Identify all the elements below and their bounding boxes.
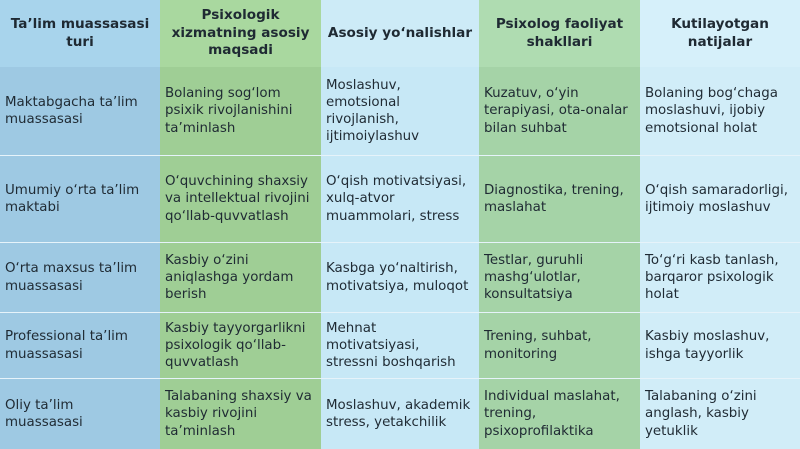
table-cell: Maktabgacha ta’lim muassasasi (0, 67, 160, 156)
table-cell: Bolaning bog‘chaga moslashuvi, ijobiy emotsional holat (640, 67, 800, 156)
table-cell: O‘qish motivatsiyasi, xulq-atvor muammolari, stress (321, 156, 479, 243)
header-activity-forms: Psixolog faoliyat shakllari (479, 0, 640, 67)
table-cell: Kasbga yo‘naltirish, motivatsiya, muloqot (321, 243, 479, 313)
header-main-goal: Psixologik xizmatning asosiy maqsadi (160, 0, 321, 67)
table-cell: Talabaning shaxsiy va kasbiy rivojini ta’minlash (160, 379, 321, 449)
table-cell: Bolaning sog‘lom psixik rivojlanishini ta’minlash (160, 67, 321, 156)
header-institution-type: Ta’lim muassasasi turi (0, 0, 160, 67)
header-expected-results: Kutilayotgan natijalar (640, 0, 800, 67)
table-cell: O‘qish samaradorligi, ijtimoiy moslashuv (640, 156, 800, 243)
table-cell: O‘rta maxsus ta’lim muassasasi (0, 243, 160, 313)
table-cell: To‘g‘ri kasb tanlash, barqaror psixologik holat (640, 243, 800, 313)
table-cell: Testlar, guruhli mashg‘ulotlar, konsultatsiya (479, 243, 640, 313)
table-cell: Oliy ta’lim muassasasi (0, 379, 160, 449)
table-cell: Professional ta’lim muassasasi (0, 313, 160, 379)
table-cell: Umumiy o‘rta ta’lim maktabi (0, 156, 160, 243)
table-cell: Mehnat motivatsiyasi, stressni boshqarish (321, 313, 479, 379)
table-cell: Kasbiy moslashuv, ishga tayyorlik (640, 313, 800, 379)
table-cell: Kasbiy o‘zini aniqlashga yordam berish (160, 243, 321, 313)
table-cell: Diagnostika, trening, maslahat (479, 156, 640, 243)
table-cell: Moslashuv, akademik stress, yetakchilik (321, 379, 479, 449)
table-cell: Talabaning o‘zini anglash, kasbiy yetuklik (640, 379, 800, 449)
table-cell: Kuzatuv, o‘yin terapiyasi, ota-onalar bilan suhbat (479, 67, 640, 156)
table-cell: Trening, suhbat, monitoring (479, 313, 640, 379)
table-cell: O‘quvchining shaxsiy va intellektual rivojini qo‘llab-quvvatlash (160, 156, 321, 243)
table-cell: Moslashuv, emotsional rivojlanish, ijtimoiylashuv (321, 67, 479, 156)
header-main-directions: Asosiy yo‘nalishlar (321, 0, 479, 67)
table-cell: Individual maslahat, trening, psixoprofilaktika (479, 379, 640, 449)
table-cell: Kasbiy tayyorgarlikni psixologik qo‘llab-quvvatlash (160, 313, 321, 379)
